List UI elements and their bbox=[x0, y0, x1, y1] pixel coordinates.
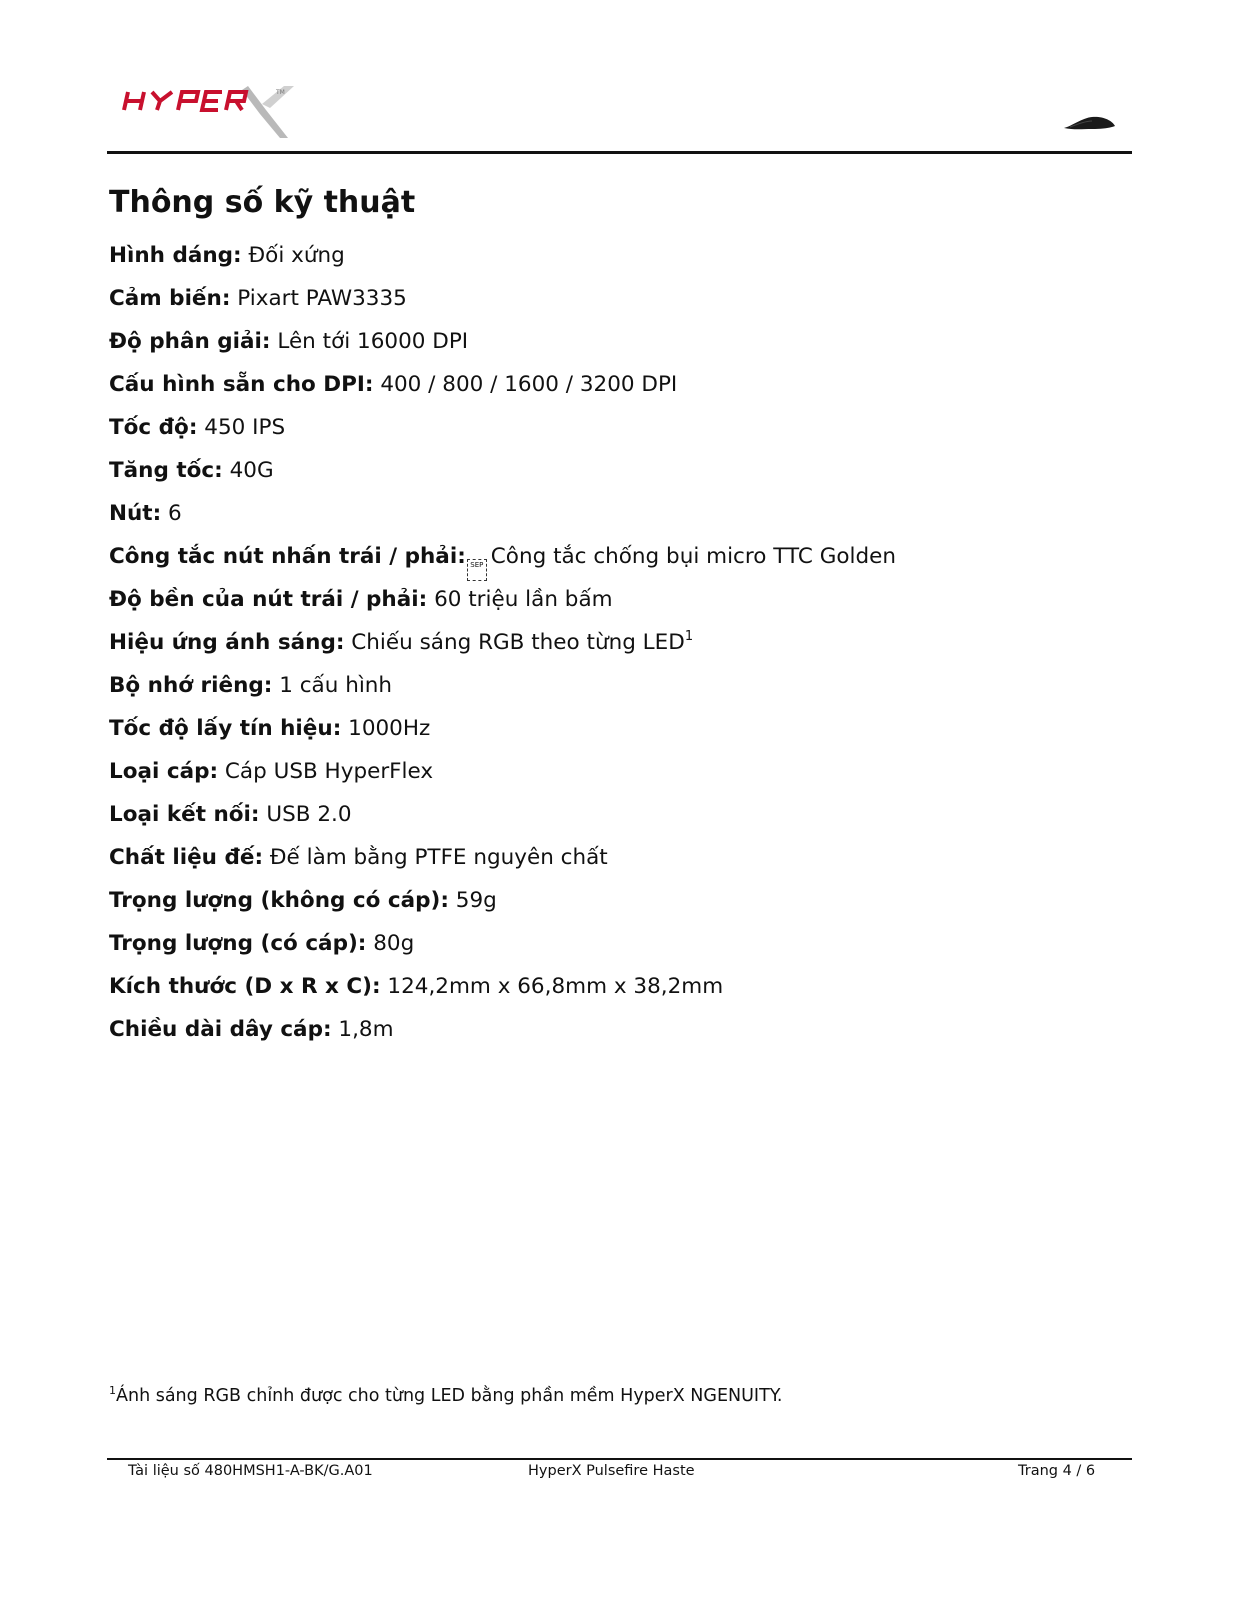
spec-value: Cáp USB HyperFlex bbox=[224, 759, 434, 784]
footnote bbox=[109, 1384, 782, 1408]
page-title: Thông số kỹ thuật bbox=[109, 185, 416, 220]
header-rule bbox=[107, 151, 1132, 154]
spec-label: Trọng lượng (có cáp): bbox=[109, 931, 367, 956]
spec-value: Công tắc chống bụi micro TTC Golden bbox=[490, 544, 896, 569]
spec-value: Lên tới 16000 DPI bbox=[277, 329, 469, 354]
spec-row-weight-with-cable bbox=[109, 928, 1119, 971]
spec-row-sensor bbox=[109, 283, 1119, 326]
spec-row-resolution bbox=[109, 326, 1119, 369]
spec-row-polling-rate bbox=[109, 713, 1119, 756]
footer-page-number: Trang 4 / 6 bbox=[1018, 1463, 1096, 1479]
spec-row-shape bbox=[109, 240, 1119, 283]
footnote-marker: 1 bbox=[684, 629, 694, 644]
spec-label: Hình dáng: bbox=[109, 243, 242, 268]
spec-row-skates bbox=[109, 842, 1119, 885]
spec-label: Cấu hình sẵn cho DPI: bbox=[109, 372, 374, 397]
svg-text:TM: TM bbox=[276, 89, 285, 96]
spec-value: Pixart PAW3335 bbox=[237, 286, 407, 311]
spec-label: Tăng tốc: bbox=[109, 458, 223, 483]
spec-value: 6 bbox=[168, 501, 182, 526]
spec-label: Nút: bbox=[109, 501, 162, 526]
spec-value: 400 / 800 / 1600 / 3200 DPI bbox=[380, 372, 678, 397]
mouse-product-icon bbox=[1062, 112, 1116, 134]
spec-list bbox=[109, 240, 1119, 1057]
footer-product-name: HyperX Pulsefire Haste bbox=[528, 1463, 695, 1479]
spec-row-switches bbox=[109, 541, 1119, 584]
spec-row-speed bbox=[109, 412, 1119, 455]
spec-label: Loại kết nối: bbox=[109, 802, 260, 827]
spec-label: Độ phân giải: bbox=[109, 329, 271, 354]
spec-label: Tốc độ lấy tín hiệu: bbox=[109, 716, 342, 741]
footer-rule bbox=[107, 1458, 1132, 1460]
spec-value: 124,2mm x 66,8mm x 38,2mm bbox=[387, 974, 724, 999]
spec-label: Cảm biến: bbox=[109, 286, 231, 311]
spec-row-buttons bbox=[109, 498, 1119, 541]
spec-row-weight-no-cable bbox=[109, 885, 1119, 928]
spec-value: 40G bbox=[229, 458, 274, 483]
spec-label: Chất liệu đế: bbox=[109, 845, 264, 870]
spec-row-durability bbox=[109, 584, 1119, 627]
spec-row-lighting bbox=[109, 627, 1119, 670]
spec-value: 59g bbox=[455, 888, 497, 913]
spec-label: Loại cáp: bbox=[109, 759, 219, 784]
spec-value: 1 cấu hình bbox=[279, 673, 393, 698]
spec-label: Kích thước (D x R x C): bbox=[109, 974, 381, 999]
spec-value: Chiếu sáng RGB theo từng LED bbox=[351, 630, 685, 655]
hyperx-logo bbox=[120, 82, 300, 142]
separator-glyph: SEP bbox=[467, 559, 487, 581]
spec-value: 60 triệu lần bấm bbox=[434, 587, 613, 612]
spec-value: 1000Hz bbox=[348, 716, 431, 741]
spec-label: Hiệu ứng ánh sáng: bbox=[109, 630, 345, 655]
spec-row-dimensions bbox=[109, 971, 1119, 1014]
spec-label: Tốc độ: bbox=[109, 415, 198, 440]
spec-row-cable-type bbox=[109, 756, 1119, 799]
spec-value: Đối xứng bbox=[248, 243, 345, 268]
spec-row-memory bbox=[109, 670, 1119, 713]
footnote-text: Ánh sáng RGB chỉnh được cho từng LED bằng phần mềm HyperX NGENUITY. bbox=[116, 1386, 783, 1406]
spec-value: Đế làm bằng PTFE nguyên chất bbox=[269, 845, 608, 870]
spec-row-dpi-presets bbox=[109, 369, 1119, 412]
spec-label: Công tắc nút nhấn trái / phải: bbox=[109, 544, 466, 569]
footnote-number: 1 bbox=[109, 1384, 116, 1397]
spec-value: 80g bbox=[373, 931, 415, 956]
footer-doc-number: Tài liệu số 480HMSH1-A-BK/G.A01 bbox=[128, 1463, 373, 1479]
spec-value: 450 IPS bbox=[204, 415, 286, 440]
spec-label: Độ bền của nút trái / phải: bbox=[109, 587, 428, 612]
spec-row-acceleration bbox=[109, 455, 1119, 498]
spec-label: Bộ nhớ riêng: bbox=[109, 673, 273, 698]
spec-label: Trọng lượng (không có cáp): bbox=[109, 888, 449, 913]
spec-value: 1,8m bbox=[338, 1017, 394, 1042]
spec-row-connection bbox=[109, 799, 1119, 842]
spec-label: Chiều dài dây cáp: bbox=[109, 1017, 332, 1042]
spec-value: USB 2.0 bbox=[266, 802, 352, 827]
spec-row-cable-length bbox=[109, 1014, 1119, 1057]
